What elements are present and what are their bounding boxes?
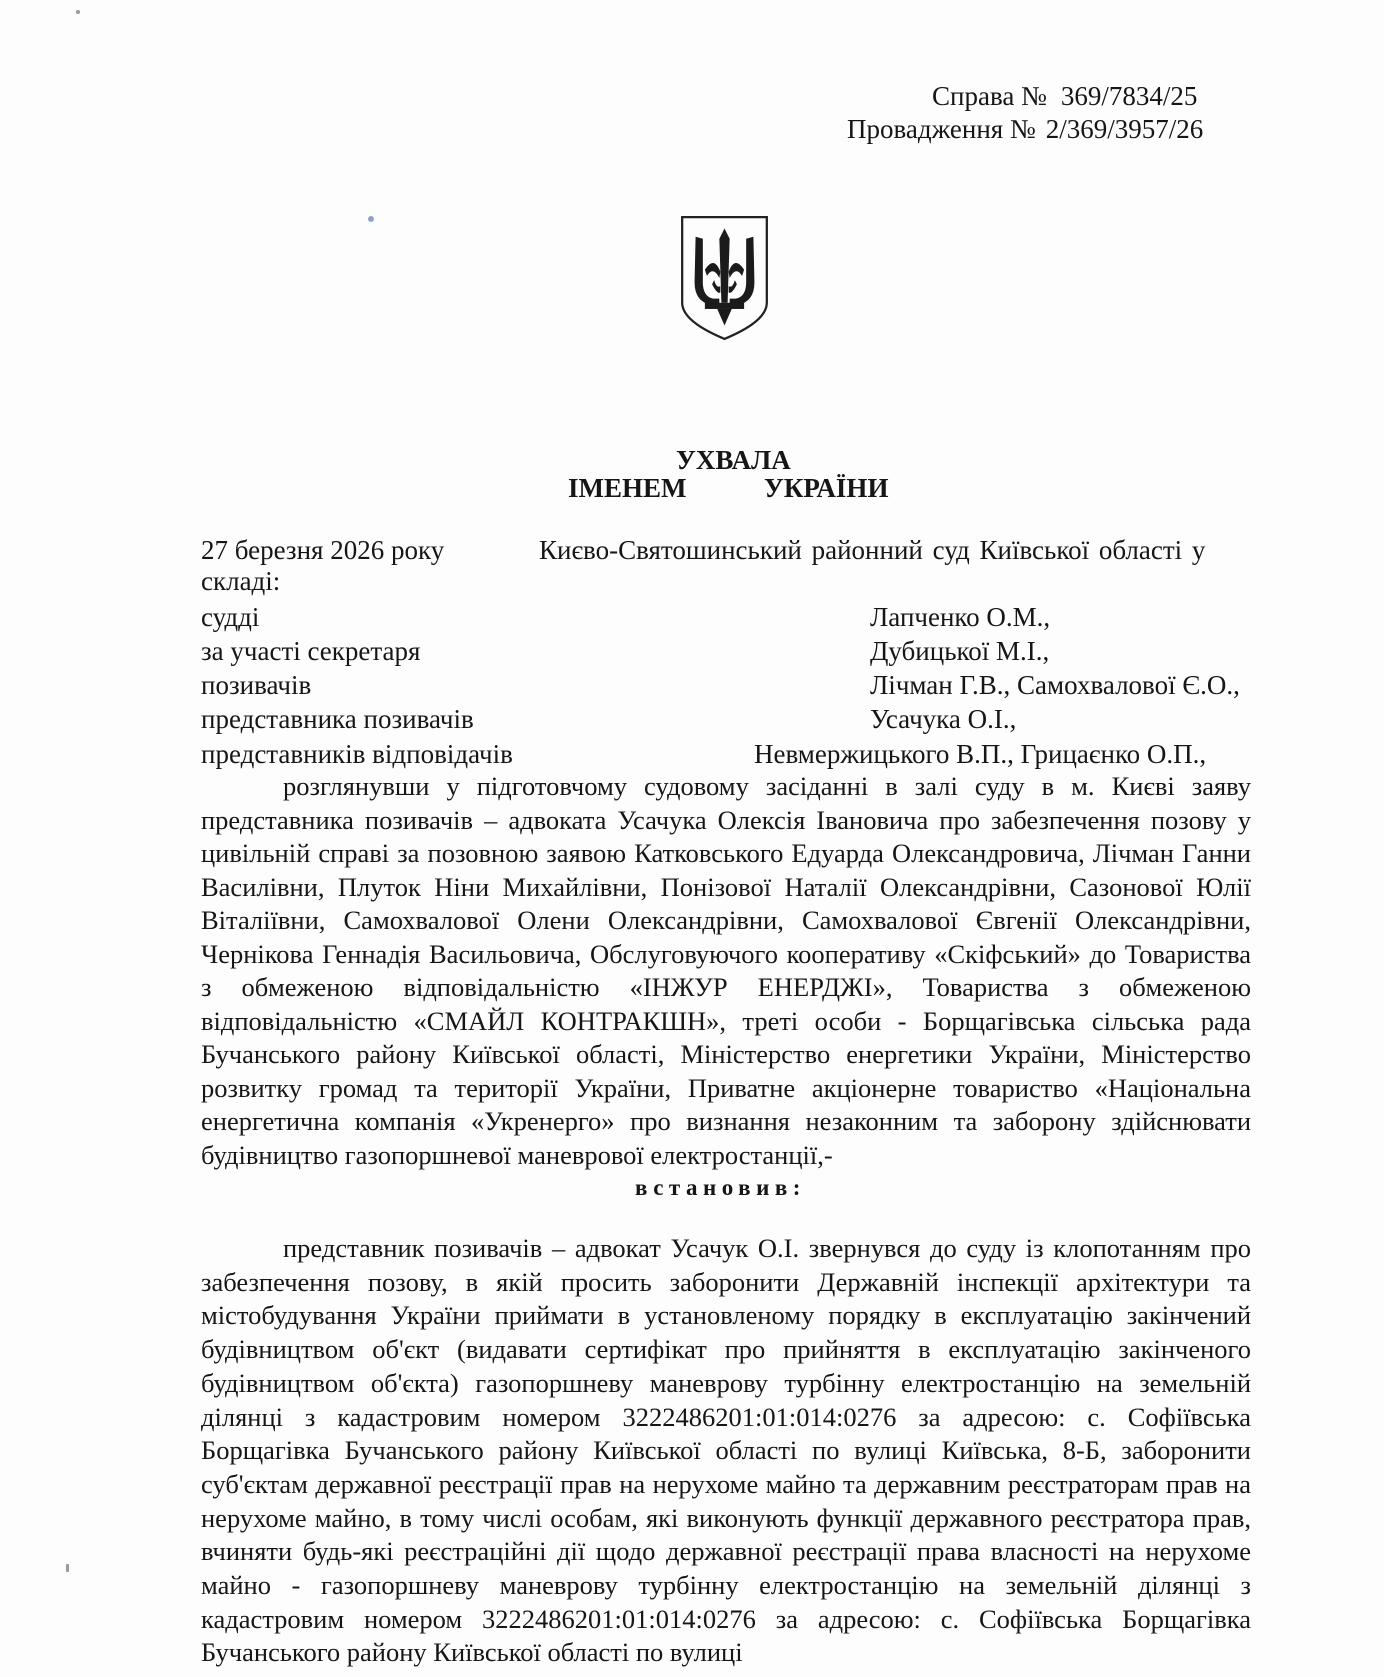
scan-speck xyxy=(368,216,374,222)
court-composition-label: складі: xyxy=(201,566,281,596)
scan-speck xyxy=(66,1564,69,1572)
composition-role: представників відповідачів xyxy=(201,739,513,769)
composition-name: Невмержицького В.П., Грицаєнко О.П., xyxy=(754,739,1207,769)
document-subtitle-part-1: ІМЕНЕМ xyxy=(568,473,687,503)
document-title: УХВАЛА xyxy=(676,445,791,475)
body-paragraph: представник позивачів – адвокат Усачук О.І. звернувся до суду із клопотанням про забезпечення позову, в якій просить заборонити Державній інспекції архітектури та містобудування України приймати в установленому порядку в експлуатацію закінчений будівництвом об'єкт (видавати сертифікат про прийняття в експлуатацію закінченого будівництвом об'єкта) газопоршневу маневрову турбінну електростанцію на земельній ділянці з кадастровим номером 3222486201:01:014:0276 за адресою: с. Софіївська Борщагівка Бучанського району Київської області по вулиці Київська, 8-Б, заборонити суб'єктам державної реєстрації прав на нерухоме майно та державним реєстраторам прав на нерухоме майно, в тому числі особам, які виконують функції державного реєстратора прав, вчиняти будь-які реєстраційні дії щодо державної реєстрації права власності на нерухоме майно - газопоршневу маневрову турбінну електростанцію на земельній ділянці з кадастровим номером 3222486201:01:014:0276 за адресою: с. Софіївська Борщагівка Бучанського району Київської області по вулиці xyxy=(201,1233,1251,1668)
section-heading: встановив: xyxy=(635,1175,806,1200)
scan-speck xyxy=(76,10,80,14)
proceeding-number-value: 2/369/3957/26 xyxy=(1045,114,1204,144)
decision-date: 27 березня 2026 року xyxy=(201,535,445,565)
composition-role: судді xyxy=(201,602,260,632)
composition-role: за участі секретаря xyxy=(201,636,421,666)
intro-paragraph: розглянувши у підготовчому судовому засіданні в залі суду в м. Києві заяву представника позивачів – адвоката Усачука Олексія Івановича про забезпечення позову у цивільній справі за позовною заявою Катковського Едуарда Олександровича, Лічман Ганни Василівни, Плуток Ніни Михайлівни, Понізової Наталії Олександрівни, Сазонової Юлії Віталіївни, Самохвалової Олени Олександрівни, Самохвалової Євгенії Олександрівни, Чернікова Геннадія Васильовича, Обслуговуючого кооперативу «Скіфський» до Товариства з обмеженою відповідальністю «ІНЖУР ЕНЕРДЖІ», Товариства з обмеженою відповідальністю «СМАЙЛ КОНТРАКШН», треті особи - Борщагівська сільська рада Бучанського району Київської області, Міністерство енергетики України, Міністерство розвитку громад та території України, Приватне акціонерне товариство «Національна енергетична компанія «Укренерго» про визнання незаконним та заборону здійснювати будівництво газопоршневої маневрової електростанції,- xyxy=(201,771,1251,1170)
case-number-label: Справа № xyxy=(932,81,1047,111)
proceeding-number-label: Провадження № xyxy=(847,114,1036,144)
case-number-value: 369/7834/25 xyxy=(1060,81,1198,111)
composition-name: Дубицької М.І., xyxy=(870,636,1050,666)
court-name: Києво-Святошинський районний суд Київської області у xyxy=(539,535,1206,565)
document-subtitle-part-2: УКРАЇНИ xyxy=(764,473,889,503)
coat-of-arms-icon xyxy=(678,214,771,342)
composition-role: позивачів xyxy=(201,670,312,700)
case-number xyxy=(932,80,1197,112)
composition-name: Лапченко О.М., xyxy=(870,602,1051,632)
composition-role: представника позивачів xyxy=(201,704,474,734)
proceeding-number xyxy=(847,113,1203,145)
composition-name: Усачука О.І., xyxy=(870,704,1017,734)
composition-name: Лічман Г.В., Самохвалової Є.О., xyxy=(870,670,1240,700)
